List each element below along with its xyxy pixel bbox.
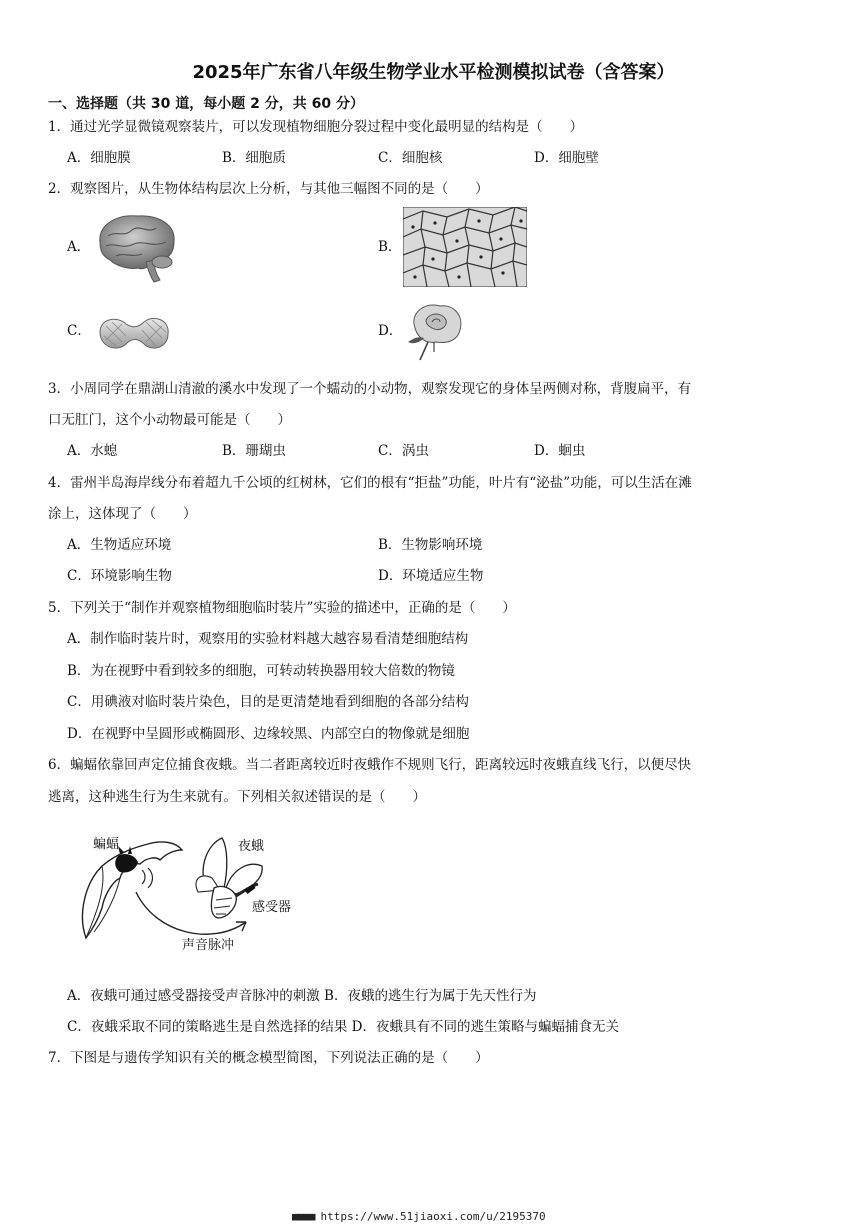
q6-stem-line2: 逃离，这种逃生行为生来就有。下列相关叙述错误的是（ ） <box>48 789 426 805</box>
q3-stem-line1: 3．小周同学在鼎湖山清澈的溪水中发现了一个蠕动的小动物，观察发现它的身体呈两侧对称，背腹扁平，有 <box>48 381 692 397</box>
q5-option-d: D．在视野中呈圆形或椭圆形、边缘较黑、内部空白的物像就是细胞 <box>67 726 470 742</box>
q4-option-c: C．环境影响生物 <box>67 568 172 584</box>
page-title: 2025年广东省八年级生物学业水平检测模拟试卷（含答案） <box>192 62 675 83</box>
q4-option-d: D．环境适应生物 <box>378 568 484 584</box>
rose-flower-image <box>404 300 468 362</box>
q4-option-b: B．生物影响环境 <box>378 537 483 553</box>
q1-option-d: D．细胞壁 <box>534 150 599 166</box>
fig-label-pulse: 声音脉冲 <box>182 938 235 953</box>
q3-option-a: A．水螅 <box>67 443 118 459</box>
q3-stem-line2: 口无肛门，这个小动物最可能是（ ） <box>48 412 291 428</box>
footer-dots: ■■■■ <box>292 1210 315 1223</box>
q5-option-c: C．用碘液对临时装片染色，目的是更清楚地看到细胞的各部分结构 <box>67 694 469 710</box>
fig-label-moth: 夜蛾 <box>238 839 265 854</box>
q6-options-cd: C．夜蛾采取不同的策略逃生是自然选择的结果 D．夜蛾具有不同的逃生策略与蝙蝠捕食无关 <box>67 1019 619 1035</box>
brain-image <box>94 212 180 284</box>
q1-option-a: A．细胞膜 <box>67 150 131 166</box>
q5-option-b: B．为在视野中看到较多的细胞，可转动转换器用较大倍数的物镜 <box>67 663 455 679</box>
q2-option-c: C． <box>67 323 91 339</box>
q1-option-b: B．细胞质 <box>222 150 286 166</box>
q2-option-b: B． <box>378 239 402 255</box>
q4-option-a: A．生物适应环境 <box>67 537 172 553</box>
q6-stem-line1: 6．蝙蝠依靠回声定位捕食夜蛾。当二者距离较近时夜蛾作不规则飞行，距离较远时夜蛾直线飞行，以便尽快 <box>48 757 692 773</box>
q5-option-a: A．制作临时装片时，观察用的实验材料越大越容易看清楚细胞结构 <box>67 631 469 647</box>
q6-options-ab: A．夜蛾可通过感受器接受声音脉冲的刺激 B．夜蛾的逃生行为属于先天性行为 <box>67 988 537 1004</box>
q4-stem-line2: 涂上，这体现了（ ） <box>48 506 197 522</box>
fig-label-bat: 蝙蝠 <box>93 837 120 852</box>
q3-option-d: D．蛔虫 <box>534 443 586 459</box>
fig-label-sensor: 感受器 <box>252 900 292 915</box>
q2-stem: 2．观察图片，从生物体结构层次上分析，与其他三幅图不同的是（ ） <box>48 181 489 197</box>
peanut-image <box>96 312 172 354</box>
plant-tissue-image <box>403 207 527 287</box>
footer-url[interactable]: https://www.51jiaoxi.com/u/2195370 <box>320 1210 546 1223</box>
q3-option-b: B．珊瑚虫 <box>222 443 286 459</box>
q4-stem-line1: 4．雷州半岛海岸线分布着超九千公顷的红树林，它们的根有“拒盐”功能，叶片有“泌盐”功能，可以生活在滩 <box>48 475 692 491</box>
q1-stem: 1．通过光学显微镜观察装片，可以发现植物细胞分裂过程中变化最明显的结构是（ ） <box>48 119 584 135</box>
section-heading: 一、选择题（共 30 道，每小题 2 分，共 60 分） <box>48 96 364 112</box>
q5-stem: 5．下列关于“制作并观察植物细胞临时装片”实验的描述中，正确的是（ ） <box>48 600 516 616</box>
q3-option-c: C．涡虫 <box>378 443 429 459</box>
q2-option-d: D． <box>378 323 403 339</box>
footer-watermark <box>292 1210 546 1223</box>
q7-stem: 7．下图是与遗传学知识有关的概念模型简图，下列说法正确的是（ ） <box>48 1050 489 1066</box>
q1-option-c: C．细胞核 <box>378 150 443 166</box>
q2-option-a: A． <box>67 239 91 255</box>
